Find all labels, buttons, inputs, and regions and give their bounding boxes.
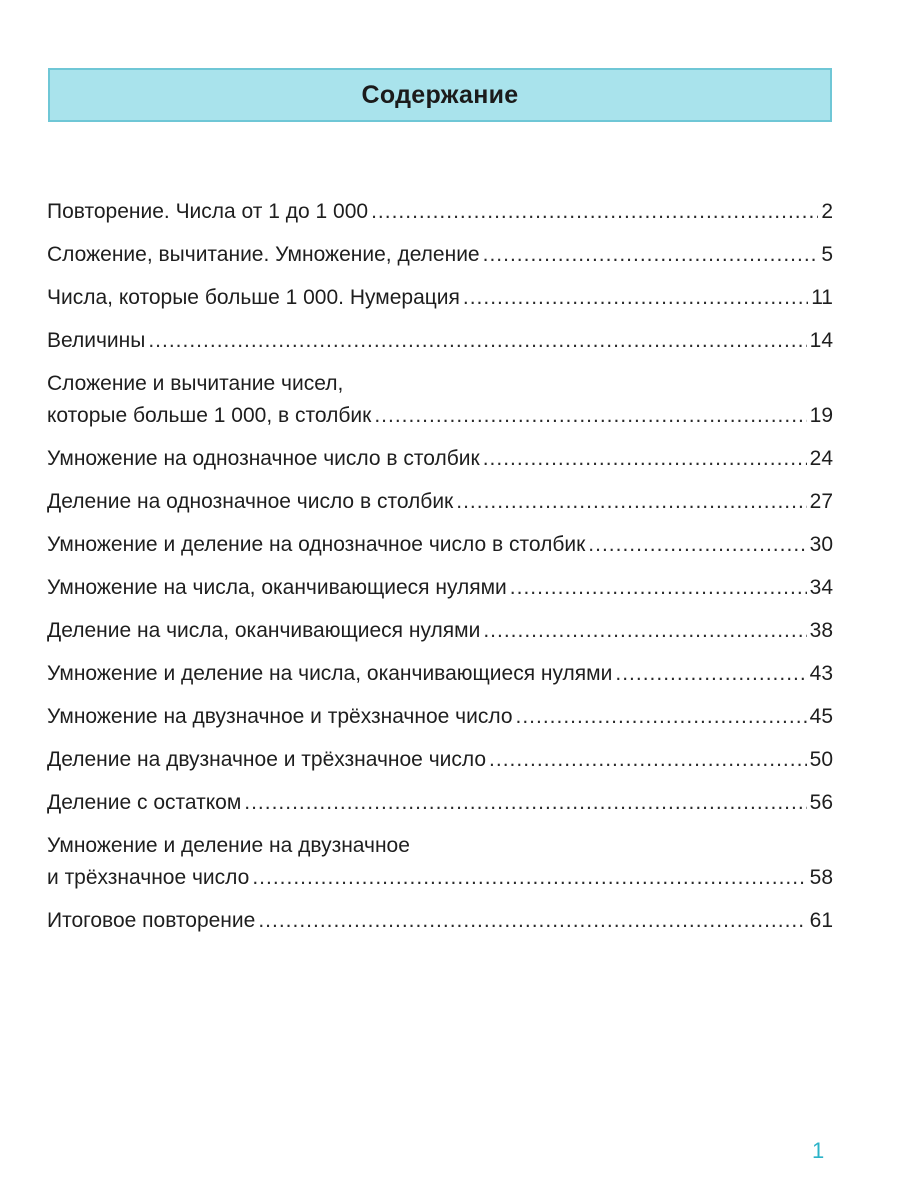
toc-leader-dots: [483, 233, 819, 276]
toc-entry-title: Деление на двузначное и трёхзначное число: [47, 748, 487, 771]
toc-entry[interactable]: [47, 233, 833, 276]
toc-leader-dots: [588, 523, 806, 566]
toc-entry-title: Деление на числа, оканчивающиеся нулями: [47, 619, 481, 642]
toc-entry-title: Деление на однозначное число в столбик: [47, 490, 454, 513]
page-number: 1: [812, 1138, 825, 1163]
toc-entry-title: Сложение, вычитание. Умножение, деление: [47, 243, 480, 266]
toc-leader-dots: [483, 437, 807, 480]
contents-header: [48, 68, 832, 122]
toc-entry[interactable]: [47, 480, 833, 523]
toc-entry[interactable]: [47, 319, 833, 362]
toc-entry-page: 11: [811, 286, 833, 309]
toc-entry[interactable]: [47, 276, 833, 319]
toc-entry-title: Умножение и деление на однозначное число в столбик: [47, 533, 586, 556]
toc-entry-page: 38: [809, 619, 833, 642]
toc-entry-page: 30: [809, 533, 833, 556]
toc-entry[interactable]: [47, 781, 833, 824]
toc-leader-dots: [371, 190, 818, 233]
toc-entry-page: 34: [809, 576, 833, 599]
toc-entry-title: Умножение и деление на числа, оканчивающиеся нулями: [47, 662, 613, 685]
toc-entry-page: 14: [809, 329, 833, 352]
toc-entry[interactable]: [47, 831, 833, 895]
toc-entry-title: Итоговое повторение: [47, 909, 256, 932]
toc-entry[interactable]: [47, 566, 833, 609]
toc-entry-page: 5: [821, 243, 833, 266]
contents-title: Содержание: [361, 80, 519, 109]
toc-entry-title: Умножение на двузначное и трёхзначное число: [47, 705, 513, 728]
toc-entry-page: 45: [809, 705, 833, 728]
toc-entry-title: и трёхзначное число: [47, 866, 250, 889]
toc-entry[interactable]: [47, 609, 833, 652]
toc-leader-dots: [258, 899, 806, 942]
toc-leader-dots: [510, 566, 807, 609]
toc-entry-page: 56: [809, 791, 833, 814]
toc-entry[interactable]: [47, 190, 833, 233]
table-of-contents: [47, 190, 833, 942]
toc-entry[interactable]: [47, 899, 833, 942]
toc-entry-page: 50: [809, 748, 833, 771]
toc-entry-title: Величины: [47, 329, 146, 352]
toc-entry[interactable]: [47, 652, 833, 695]
toc-entry-title: Умножение на однозначное число в столбик: [47, 447, 480, 470]
toc-entry-page: 27: [809, 490, 833, 513]
toc-entry[interactable]: [47, 738, 833, 781]
toc-entry-title-line1: Сложение и вычитание чисел,: [47, 372, 344, 395]
toc-entry-page: 58: [809, 866, 833, 889]
toc-entry-page: 19: [809, 404, 833, 427]
toc-leader-dots: [148, 319, 806, 362]
toc-entry[interactable]: [47, 523, 833, 566]
toc-leader-dots: [516, 695, 807, 738]
toc-leader-dots: [489, 738, 807, 781]
toc-leader-dots: [374, 399, 806, 433]
toc-leader-dots: [456, 480, 806, 523]
toc-leader-dots: [483, 609, 806, 652]
toc-leader-dots: [615, 652, 806, 695]
toc-entry[interactable]: [47, 369, 833, 433]
toc-leader-dots: [252, 861, 806, 895]
toc-entry[interactable]: [47, 437, 833, 480]
toc-entry-title: Числа, которые больше 1 000. Нумерация: [47, 286, 460, 309]
toc-entry-title-line1: Умножение и деление на двузначное: [47, 834, 410, 857]
toc-entry-page: 24: [809, 447, 833, 470]
toc-entry-title: которые больше 1 000, в столбик: [47, 404, 372, 427]
toc-entry-page: 61: [809, 909, 833, 932]
toc-entry-page: 2: [821, 200, 833, 223]
toc-leader-dots: [463, 276, 808, 319]
toc-entry-page: 43: [809, 662, 833, 685]
toc-entry-title: Деление с остатком: [47, 791, 242, 814]
toc-entry-title: Повторение. Числа от 1 до 1 000: [47, 200, 369, 223]
toc-leader-dots: [244, 781, 806, 824]
toc-entry-title: Умножение на числа, оканчивающиеся нулями: [47, 576, 507, 599]
toc-entry[interactable]: [47, 695, 833, 738]
